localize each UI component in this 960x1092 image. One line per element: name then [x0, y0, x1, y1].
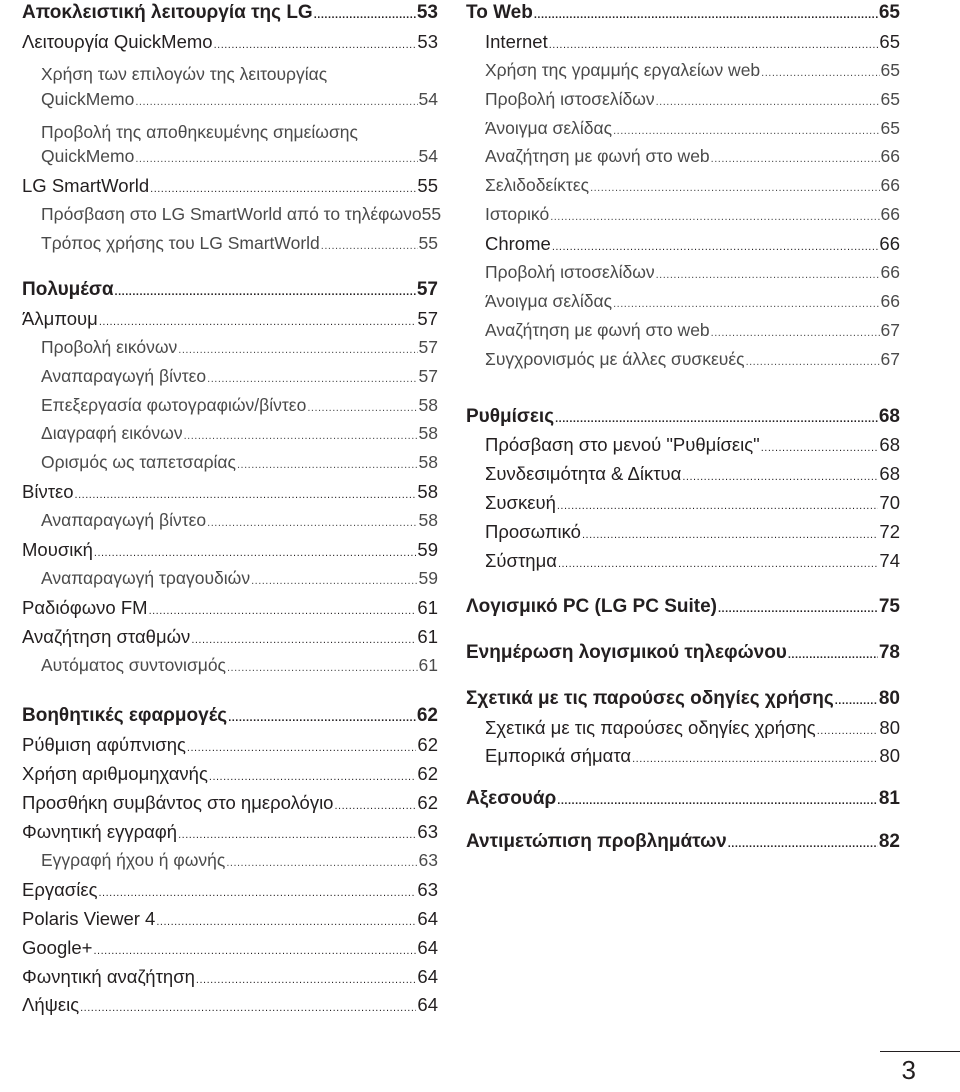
toc-entry-wallpaper[interactable]: Ορισμός ως ταπετσαρίας ..... 58: [22, 452, 438, 481]
page-number: 3: [901, 1055, 916, 1085]
toc-entry-utilities[interactable]: Βοηθητικές εφαρμογές ..... 62: [22, 705, 438, 734]
toc-entry-record-sound[interactable]: Εγγραφή ήχου ή φωνής ..... 63: [22, 850, 438, 879]
toc-entry-pc-software[interactable]: Λογισμικό PC (LG PC Suite) ..... 75: [466, 596, 900, 625]
toc-entry-google-plus[interactable]: Google+ ..... 64: [22, 937, 438, 966]
toc-entry-accessories[interactable]: Αξεσουάρ ..... 81: [466, 788, 900, 817]
toc-entry-settings-access[interactable]: Πρόσβαση στο μενού "Ρυθμίσεις" ..... 68: [466, 434, 900, 463]
toc-entry-connectivity[interactable]: Συνδεσιμότητα & Δίκτυα ..... 68: [466, 463, 900, 492]
toc-entry-fm-radio[interactable]: Ραδιόφωνο FM ..... 61: [22, 597, 438, 626]
toc-entry-voice-web-search[interactable]: Αναζήτηση με φωνή στο web ..... 66: [466, 146, 900, 175]
toc-entry-smartworld-usage[interactable]: Τρόπος χρήσης του LG SmartWorld ..... 55: [22, 233, 438, 262]
toc-right-column: [466, 2, 900, 860]
toc-entry-smartworld[interactable]: LG SmartWorld ..... 55: [22, 175, 438, 204]
toc-entry-calculator[interactable]: Χρήση αριθμομηχανής ..... 62: [22, 763, 438, 792]
toc-entry-polaris[interactable]: Polaris Viewer 4 ..... 64: [22, 908, 438, 937]
toc-entry-tasks[interactable]: Εργασίες ..... 63: [22, 879, 438, 908]
toc-entry-quickmemo[interactable]: Λειτουργία QuickMemo ..... 53: [22, 31, 438, 60]
toc-entry-history[interactable]: Ιστορικό ..... 66: [466, 204, 900, 233]
toc-entry-auto-tune[interactable]: Αυτόματος συντονισμός ..... 61: [22, 655, 438, 684]
page-number-rule: [880, 1051, 960, 1052]
toc-entry-voice-search[interactable]: Φωνητική αναζήτηση ..... 64: [22, 966, 438, 995]
toc-entry-video[interactable]: Βίντεο ..... 58: [22, 481, 438, 510]
toc-entry-alarm[interactable]: Ρύθμιση αφύπνισης ..... 62: [22, 734, 438, 763]
toc-entry-web[interactable]: Το Web ..... 65: [466, 2, 900, 31]
toc-entry-web-toolbar[interactable]: Χρήση της γραμμής εργαλείων web ..... 65: [466, 60, 900, 89]
toc-entry-downloads[interactable]: Λήψεις ..... 64: [22, 994, 438, 1023]
toc-entry-view-pages[interactable]: Προβολή ιστοσελίδων ..... 65: [466, 89, 900, 118]
toc-entry-quickmemo-options[interactable]: Χρήση των επιλογών της λειτουργίας QuickMemo ..... 54: [22, 60, 438, 118]
toc-left-column: [22, 2, 442, 1023]
toc-entry-video-play[interactable]: Αναπαραγωγή βίντεο ..... 58: [22, 510, 438, 539]
toc-entry-software-update[interactable]: Ενημέρωση λογισμικού τηλεφώνου ..... 78: [466, 642, 900, 671]
toc-entry-about-guide-sub[interactable]: Σχετικά με τις παρούσες οδηγίες χρήσης ..... 80: [466, 717, 900, 746]
toc-entry-calendar[interactable]: Προσθήκη συμβάντος στο ημερολόγιο ..... 62: [22, 792, 438, 821]
toc-entry-bookmarks[interactable]: Σελιδοδείκτες ..... 66: [466, 175, 900, 204]
toc-entry-settings[interactable]: Ρυθμίσεις ..... 68: [466, 406, 900, 435]
toc-entry-personal[interactable]: Προσωπικό ..... 72: [466, 521, 900, 550]
toc-entry-trademarks[interactable]: Εμπορικά σήματα ..... 80: [466, 745, 900, 774]
toc-entry-edit-photos[interactable]: Επεξεργασία φωτογραφιών/βίντεο ..... 58: [22, 395, 438, 424]
toc-entry-music-play[interactable]: Αναπαραγωγή τραγουδιών ..... 59: [22, 568, 438, 597]
toc-entry-delete-images[interactable]: Διαγραφή εικόνων ..... 58: [22, 423, 438, 452]
toc-entry-chrome[interactable]: Chrome ..... 66: [466, 233, 900, 262]
toc-entry-device[interactable]: Συσκευή ..... 70: [466, 492, 900, 521]
toc-entry-view-images[interactable]: Προβολή εικόνων ..... 57: [22, 337, 438, 366]
toc-entry-voice-recorder[interactable]: Φωνητική εγγραφή ..... 63: [22, 821, 438, 850]
toc-entry-about-guide[interactable]: Σχετικά με τις παρούσες οδηγίες χρήσης ..... 80: [466, 688, 900, 717]
toc-entry-system[interactable]: Σύστημα ..... 74: [466, 550, 900, 579]
toc-entry-multimedia[interactable]: Πολυμέσα ..... 57: [22, 279, 438, 308]
toc-entry-station-search[interactable]: Αναζήτηση σταθμών ..... 61: [22, 626, 438, 655]
toc-entry-music[interactable]: Μουσική ..... 59: [22, 539, 438, 568]
toc-entry-chrome-sync[interactable]: Συγχρονισμός με άλλες συσκευές ..... 67: [466, 349, 900, 378]
toc-entry-album[interactable]: Άλμπουμ ..... 57: [22, 308, 438, 337]
toc-entry-lg-exclusive[interactable]: Αποκλειστική λειτουργία της LG ..... 53: [22, 2, 438, 31]
toc-entry-chrome-voice-search[interactable]: Αναζήτηση με φωνή στο web ..... 67: [466, 320, 900, 349]
toc-entry-open-page[interactable]: Άνοιγμα σελίδας ..... 65: [466, 118, 900, 147]
toc-entry-chrome-view-pages[interactable]: Προβολή ιστοσελίδων ..... 66: [466, 262, 900, 291]
toc-entry-smartworld-access[interactable]: Πρόσβαση στο LG SmartWorld από το τηλέφωνο 55: [41, 204, 442, 225]
toc-entry-quickmemo-view[interactable]: Προβολή της αποθηκευμένης σημείωσης QuickMemo ..... 54: [22, 118, 438, 176]
toc-entry-troubleshooting[interactable]: Αντιμετώπιση προβλημάτων ..... 82: [466, 831, 900, 860]
toc-entry-chrome-open-page[interactable]: Άνοιγμα σελίδας ..... 66: [466, 291, 900, 320]
toc-entry-play-video[interactable]: Αναπαραγωγή βίντεο ..... 57: [22, 366, 438, 395]
toc-entry-internet[interactable]: Internet ..... 65: [466, 31, 900, 60]
